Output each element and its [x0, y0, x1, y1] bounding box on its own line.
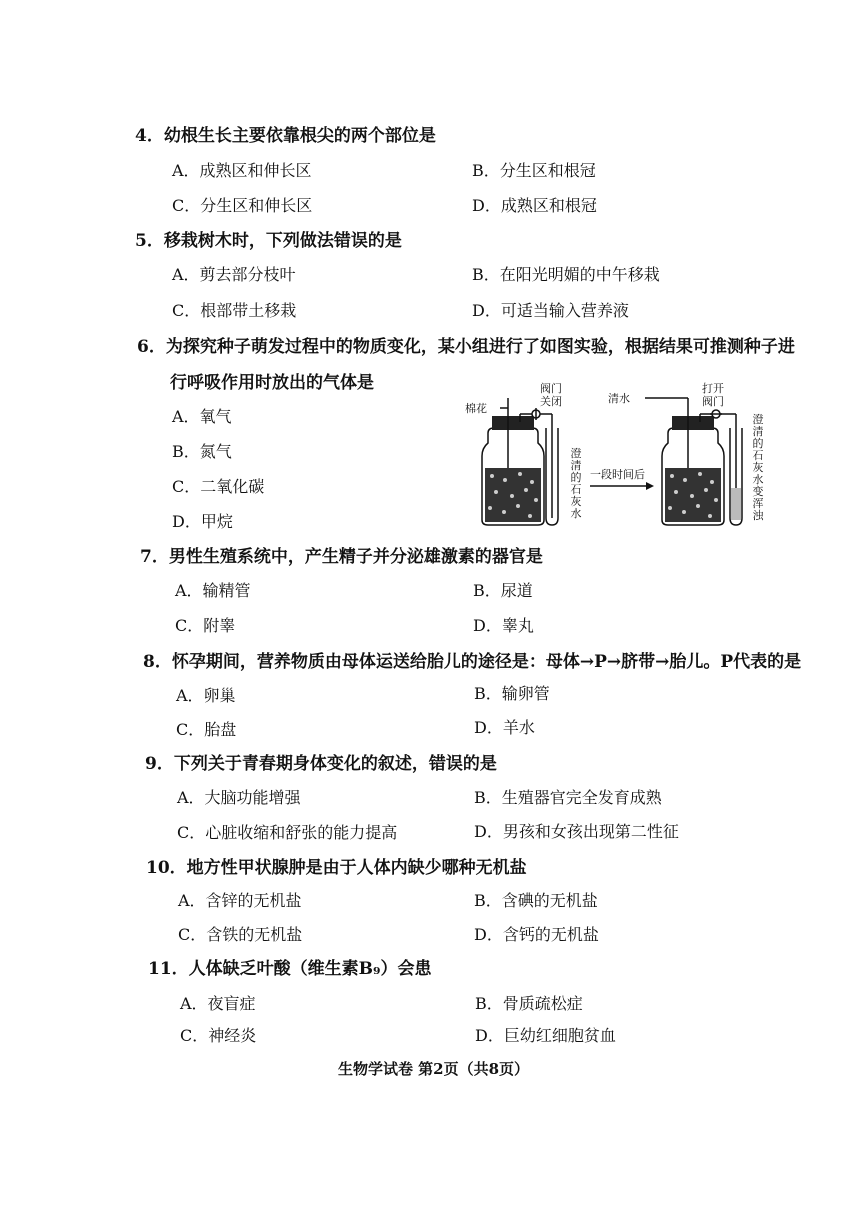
clear-water-label: 清水	[608, 392, 630, 405]
valve-open-label: 打开	[702, 382, 724, 395]
question-5-option-c: C．根部带土移栽	[172, 301, 297, 320]
experiment-diagram	[460, 378, 780, 528]
question-9-option-b: B．生殖器官完全发育成熟	[474, 788, 662, 807]
question-10-option-c: C．含铁的无机盐	[178, 925, 303, 944]
valve-open-label-2: 阀门	[702, 395, 724, 408]
question-6-stem: 6．为探究种子萌发过程中的物质变化，某小组进行了如图实验，根据结果可推测种子进	[137, 337, 795, 357]
question-8-stem: 8．怀孕期间，营养物质由母体运送给胎儿的途径是：母体→P→脐带→胎儿。P代表的是	[143, 652, 802, 672]
question-4-option-a: A．成熟区和伸长区	[172, 161, 312, 180]
question-10-option-b: B．含碘的无机盐	[474, 891, 598, 910]
right-apparatus	[608, 381, 742, 525]
question-4-option-d: D．成熟区和根冠	[472, 196, 597, 215]
question-7-option-d: D．睾丸	[473, 616, 534, 635]
valve-closed-label: 阀门	[540, 382, 562, 395]
seed-respiration-figure	[460, 378, 780, 528]
time-arrow	[590, 467, 654, 490]
question-10-option-d: D．含钙的无机盐	[474, 925, 599, 944]
arrow-label: 一段时间后	[590, 468, 645, 481]
question-6-option-b: B．氮气	[172, 442, 232, 461]
question-9-option-d: D．男孩和女孩出现第二性征	[474, 822, 679, 841]
question-11-option-c: C．神经炎	[180, 1026, 257, 1045]
question-6-option-d: D．甲烷	[172, 512, 233, 531]
question-9-stem: 9．下列关于青春期身体变化的叙述，错误的是	[145, 754, 497, 774]
question-5-option-a: A．剪去部分枝叶	[172, 265, 296, 284]
question-5-stem: 5．移栽树木时，下列做法错误的是	[135, 231, 402, 251]
question-6-option-c: C．二氧化碳	[172, 477, 265, 496]
question-7-option-b: B．尿道	[473, 581, 533, 600]
question-4-option-b: B．分生区和根冠	[472, 161, 596, 180]
question-10-option-a: A．含锌的无机盐	[178, 891, 302, 910]
question-7-option-a: A．输精管	[175, 581, 251, 600]
question-5-option-d: D．可适当输入营养液	[472, 301, 629, 320]
question-8-option-a: A．卵巢	[176, 686, 236, 705]
question-7-option-c: C．附睾	[175, 616, 236, 635]
question-11-option-a: A．夜盲症	[180, 994, 256, 1013]
valve-closed-label-2: 关闭	[540, 395, 562, 408]
right-limewater-label: 澄清的石灰水变浑浊	[752, 413, 764, 522]
left-apparatus	[465, 381, 562, 525]
left-limewater-label: 澄清的石灰水	[570, 447, 582, 520]
question-11-stem: 11．人体缺乏叶酸（维生素B₉）会患	[148, 959, 432, 979]
page-footer: 生物学试卷 第2页（共8页）	[337, 1060, 530, 1078]
question-9-option-a: A．大脑功能增强	[177, 788, 301, 807]
question-9-option-c: C．心脏收缩和舒张的能力提高	[177, 823, 398, 842]
question-4-option-c: C．分生区和伸长区	[172, 196, 313, 215]
cotton-label: 棉花	[465, 402, 487, 415]
question-6-stem-continued: 行呼吸作用时放出的气体是	[170, 373, 374, 393]
question-6-option-a: A．氧气	[172, 407, 232, 426]
question-11-option-b: B．骨质疏松症	[475, 994, 583, 1013]
question-4-stem: 4．幼根生长主要依靠根尖的两个部位是	[135, 126, 436, 146]
question-5-option-b: B．在阳光明媚的中午移栽	[472, 265, 660, 284]
question-11-option-d: D．巨幼红细胞贫血	[475, 1026, 616, 1045]
question-7-stem: 7．男性生殖系统中，产生精子并分泌雄激素的器官是	[140, 547, 543, 567]
question-8-option-c: C．胎盘	[176, 720, 237, 739]
question-10-stem: 10．地方性甲状腺肿是由于人体内缺少哪种无机盐	[146, 858, 527, 878]
question-8-option-d: D．羊水	[474, 718, 535, 737]
question-8-option-b: B．输卵管	[474, 684, 550, 703]
